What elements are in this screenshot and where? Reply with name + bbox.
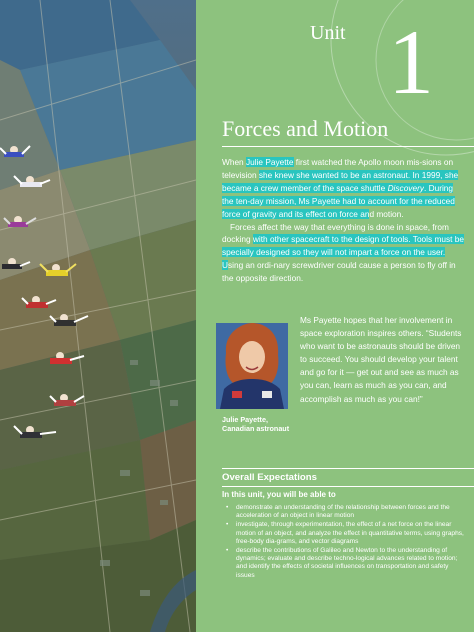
list-item: • demonstrate an understanding of the relationship between forces and the acceleration of an object in linear motion <box>226 504 450 520</box>
expectations-list <box>222 504 466 581</box>
expectations-top-rule <box>222 468 474 469</box>
text-segment: Forces affect the way that everything is done in space, from docking <box>222 221 449 245</box>
list-item: • investigate, through experimentation, the effect of a net force on the linear motion of an object, and analyze the effect in quantitative terms, using graphs, free-body dia-grams, and vector diagrams <box>226 521 464 545</box>
content-panel <box>196 0 474 632</box>
bullet-icon: • <box>226 504 229 511</box>
unit-title: Forces and Motion <box>222 116 389 141</box>
intro-paragraph-1 <box>222 156 466 221</box>
highlighted-text: she knew she wanted to be an astronaut. In 1999, she became a crew member of the space shuttle <box>222 169 459 193</box>
unit-label: Unit <box>310 22 346 44</box>
unit-number: 1 <box>388 11 434 113</box>
highlighted-text: with other spacecraft to the design of tools. Tools must be specially designed so they will not impart a force on the user. U <box>222 234 464 271</box>
bullet-icon: • <box>226 547 229 555</box>
highlighted-text: Julie Payette <box>245 157 294 167</box>
intro-paragraph-2 <box>222 221 466 286</box>
text-segment: d motion. <box>369 208 404 219</box>
text-segment: first watched the Apollo moon mis-sions on television <box>222 157 454 180</box>
payette-quote: Ms Payette hopes that her involvement in space exploration inspires others. “Students who want to be astronauts should be driven to succeed. You should develop your talent and go for it — get out and see as much as you can, learn as much as you can, and accomplish as much as you can!” <box>300 315 462 404</box>
expectations-title-rule <box>222 486 474 487</box>
expectations-title: Overall Expectations <box>222 472 317 483</box>
highlighted-text: Discovery <box>387 182 424 193</box>
skydivers-photo <box>0 0 196 632</box>
intro-text <box>222 156 466 285</box>
bullet-icon: • <box>226 521 229 529</box>
title-rule <box>222 146 474 147</box>
portrait-caption: Julie Payette, Canadian astronaut <box>222 415 290 433</box>
text-segment: When <box>222 157 246 167</box>
expectations-subtitle: In this unit, you will be able to <box>222 490 336 499</box>
list-item: • describe the contributions of Galileo and Newton to the understanding of dynamics; evaluate and describe techno-logical advances related to motion; and identify the effects of societal influences on transportation and safety issues <box>226 547 458 579</box>
text-segment: sing an ordi-nary screwdriver could cause a person to fly off in the opposite direction. <box>222 260 456 284</box>
highlighted-text: . During the ten-day mission, Ms Payette had to account for the reduced force of gravity and its effect on force an <box>222 182 455 219</box>
astronaut-portrait <box>216 323 288 409</box>
